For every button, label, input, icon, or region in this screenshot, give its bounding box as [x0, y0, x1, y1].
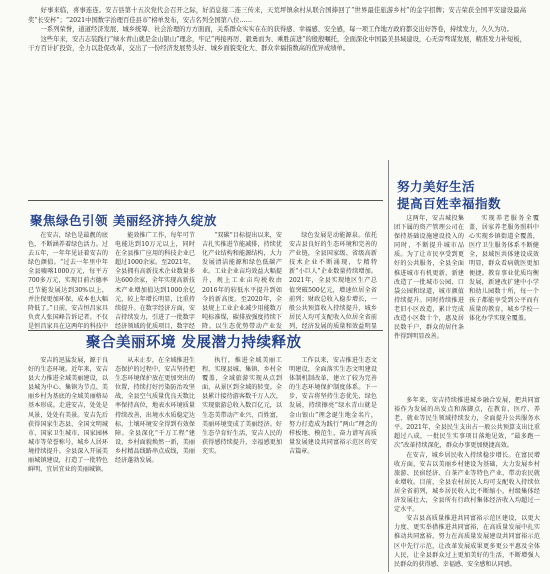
section1-col4: 绿色发展是动能源泉。依托安吉县良好的生态环境和完善的产业链，全县国家级、省级高新技术企业不断涌现，专精特新“小巨人”企业数量持续增加。2021年，全县实现地区生产总值突破500亿元，增速位居全省前列；财政总收入稳步增长，一般公共预算收入持续提升，城乡居民人均可支配收入位居全省前列，经济发展的质量和效益明显 [289, 232, 377, 330]
section1-col2: 能效推广工作，每年可节电能达到10万元以上，同时在全县推广应用的科技企业已超过1000余家。至2021年，全县拥有高新技术企业数量多达600余家，全年实现高新技术产业增加值达到1000余亿元，较上年增长明显，比重持续提升。在数字经济方面，安吉持续发力，引进了一批数字经济领域的优质项目，数字经 [115, 232, 195, 330]
top-article-block [28, 6, 526, 54]
right-paragraph: 安吉县高质量推进共同富裕示范区建设，以更大力度、更实举措推进共同富裕，在高质量发展中扎实推动共同富裕，努力在高质量发展建设共同富裕示范区中先行示范，让改革发展成果更多更公平惠及全体人民，让全县群众过上更加美好的生活，不断增强人民群众的获得感、幸福感、安全感和认同感。 [394, 515, 540, 568]
right-column [394, 396, 540, 570]
section3-heading: 聚合美丽环境 发展潜力持续释放 [86, 335, 302, 351]
section2-col1: 这两年，安吉城投集团下属的资产管理公司在保持基础设施建设投入的同时，不断提升城市品质。为了让市民享受到更好的公共服务，全县全面推进城市有机更新，新建改造了一批城市公园、口袋公园和绿道，城市颜值持续提升。同时持续推进老旧小区改造，累计完成改造小区数十个，惠及居民数千户，群众的居住条件得到明显改善。 [394, 215, 464, 341]
section3-col2: 从未止步，在全域推进生态保护的过程中，安吉坚持把生态环境保护放在更加突出的位置，持续打好污染防治攻坚战，全县空气质量优良天数比率保持高位，地表水环境质量持续改善，出境水水质稳定达标，土壤环境安全得到有效保障。全县深化“千万工程”建设，乡村面貌焕然一新，美丽乡村精品线路串点成线，美丽经济蓬勃发展。 [115, 357, 195, 465]
right-paragraph: 在安吉，城乡居民收入持续稳步增长。在富民增收方面，安吉以美丽乡村建设为基础，大力发展乡村旅游、民宿经济、白茶产业等特色产业，带动农民就业增收。目前，全县农村居民人均可支配收入持续位居全省前列，城乡居民收入比不断缩小，村级集体经济发展壮大，全县所有行政村集体经济收入均超过一定水平。 [394, 451, 540, 514]
divider-top [28, 200, 383, 201]
section3-col1: 安吉的迅猛发展，源于良好的生态环境。近年来，安吉县大力推进全域美丽建设，以县城为中心、集镇为节点、美丽乡村为基底的全域美丽格局基本形成。走进安吉，处处是风景，处处有美景。安吉先后获得国家生态县、全国文明城市、国家卫生城市、国家园林城市等荣誉称号，城乡人居环境持续提升。全县深入开展美丽城镇建设，打造了一批特色鲜明、宜居宜业的美丽城镇。 [28, 357, 108, 474]
section3-col4: 工作以来，安吉推进生态文明建设，全面落实生态文明建设体制机制改革，建立了较为完善的生态环境保护制度体系。下一步，安吉将坚持生态优先、绿色发展，持续擦亮“绿水青山就是金山银山”理念诞生地金名片，努力打造成为践行“两山”理念的样板地、模范生，奋力谱写高质量发展建设共同富裕示范区的安吉篇章。 [289, 357, 377, 455]
section1-heading: 聚焦绿色引领 美丽经济持久绽放 [30, 213, 217, 228]
top-paragraph: 好事来临，喜事连连。安吉县第十五次党代会召开之际，好消息接二连三传来，天荒坪镇余村从联合国捧回了“世界最佳旅游乡村”的金字招牌；安吉荣获全国平安建设最高奖“长安杯”；“2021中国数字治理百佳县市”榜单发布，安吉名列全国第八位…… [28, 7, 526, 24]
section2-col2: 实现养老服务全覆盖，居家养老服务照料中心实现乡镇街道全覆盖，医疗卫生服务体系不断健全，县域医共体建设成效明显，群众看病就医更加便捷。教育事业优质均衡发展，新建改扩建中小学和幼儿园数十所，每一个孩子都能享受到公平而有质量的教育，城乡学校一体化办学实现全覆盖。 [469, 215, 539, 323]
section1-col3: “双碳”目标提出以来，安吉扎实推进节能减排，持续优化产业结构和能源结构，大力发展清洁能源和绿色低碳产业。工业企业亩均效益大幅提升，规上工业亩均税收由2016年的较低水平提升到如今的新高度。至2020年，全县规上工业企业减少用能数万吨标准煤，碳排放强度持续下降。以生态优势带动产业发 [202, 232, 282, 330]
top-paragraph: 一系列荣誉，道道经济发展、城乡统筹、社会治理的方方面面，关系群众实实在在的获得感、幸福感、安全感，每一项工作地方政府都交出好答卷，持续发力，久久为功。 [40, 26, 513, 34]
section3-col3: 执行，推进全域美丽工程，实现县城、集镇、乡村全覆盖，全域旅游实现从点到面、从景区到全域的转变。全县累计接待游客数千万人次，实现旅游总收入数百亿元，以生态美带动产业兴、百姓富，美丽环境变成了美丽经济。好生态孕育好生活，安吉人民的获得感持续提升，幸福感更加充实。 [202, 357, 282, 455]
section1-col1: 在安吉，绿色是最靓的底色，不断涵养着绿色活力。过去五年，一年年见证着安吉的绿色颜值。“过去一年里中年全县嘘喀1000万元，每平方700多万元，实现目前古德率已节能发展达到30%以上，并注保更加环保，成本也大幅降低了。”日前，安吉恒昌家具负责人张国峰告诉记者。不仅是恒昌家具在这两年的科技中 [28, 232, 108, 330]
right-paragraph: 多年来，安吉持续推进城乡融合发展，把共同富裕作为发展的出发点和落脚点，在教育、医疗、养老、就业等民生领域持续发力，全面提升公共服务水平。2021年，全县民生支出占一般公共预算支出比重超过八成，一批民生实事项目落地见效，“最多跑一次”改革持续深化，群众办事更加便捷高效。 [394, 397, 540, 450]
top-paragraph: 这些年来，安吉志装践行“绿水青山就是金山银山”理念，牢记“再接再厉、毅勇而为、乘胜前进”的殷殷嘱托，全面深化中国最美县域建设，心无旁骛谋发展，精准发力补短板，干方百计扩投资，全力以赴促改革，交出了一份经济发展势头好、城乡面貌变化大、群众幸福指数高的优异成绩单。 [28, 35, 526, 53]
vertical-divider [388, 160, 389, 572]
section2-heading: 努力美好生活 提高百姓幸福指数 [397, 179, 502, 211]
